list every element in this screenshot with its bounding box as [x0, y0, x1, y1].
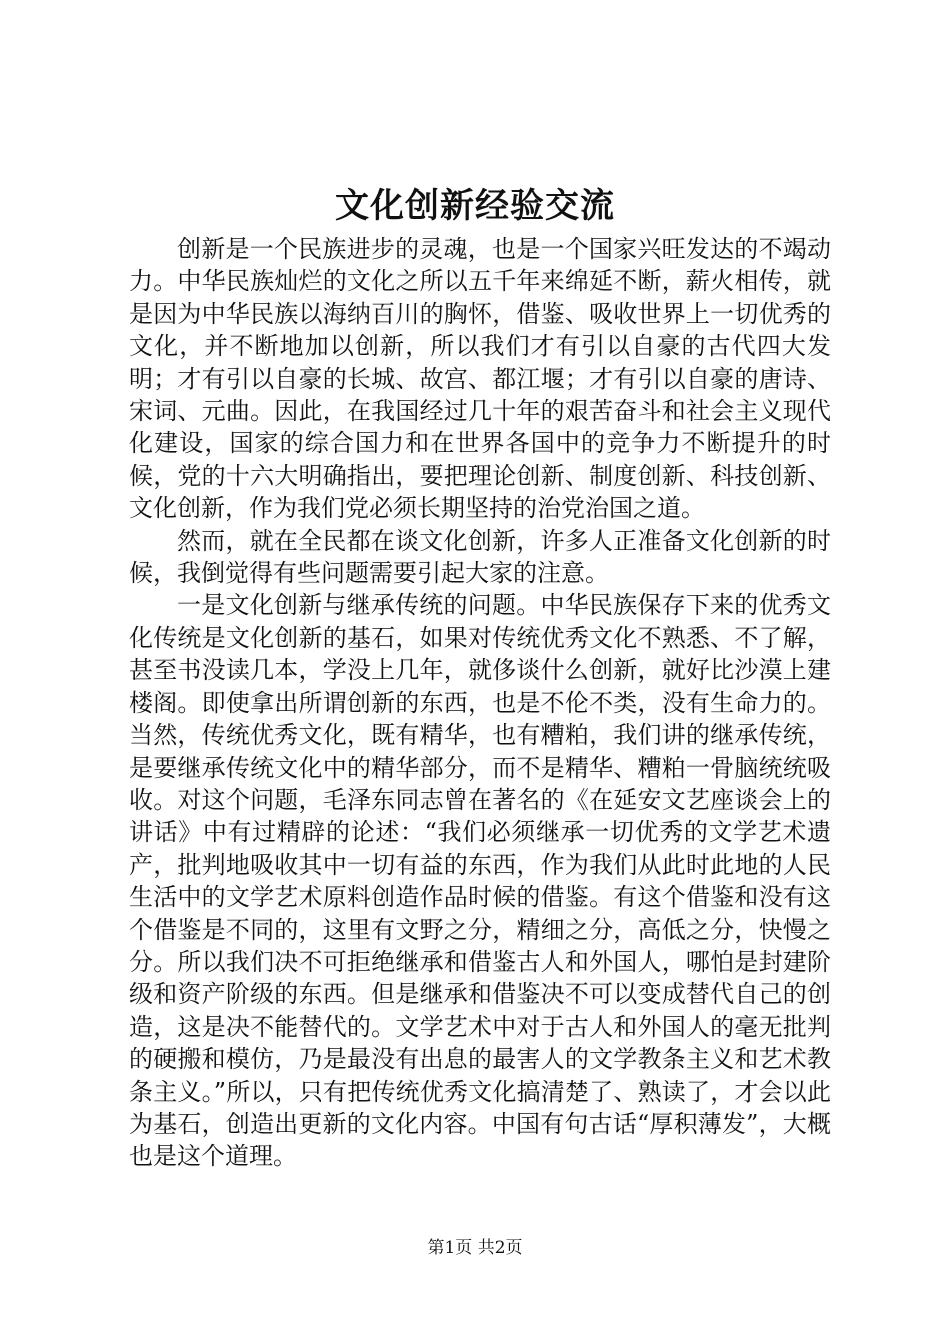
page-number-footer: 第1页 共2页	[427, 1238, 523, 1258]
document-title: 文化创新经验交流	[335, 186, 615, 226]
paragraph-2: 然而，就在全民都在谈文化创新，许多人正准备文化创新的时候，我倒觉得有些问题需要引起大家的注意。	[129, 526, 831, 588]
paragraph-3: 一是文化创新与继承传统的问题。中华民族保存下来的优秀文化传统是文化创新的基石，如果对传统优秀文化不熟悉、不了解，甚至书没读几本，学没上几年，就侈谈什么创新，就好比沙漠上建楼阁。即使拿出所谓创新的东西，也是不伦不类，没有生命力的。当然，传统优秀文化，既有精华，也有糟粕，我们讲的继承传统，是要继承传统文化中的精华部分，而不是精华、糟粕一骨脑统统吸收。对这个问题，毛泽东同志曾在著名的《在延安文艺座谈会上的讲话》中有过精辟的论述：“我们必须继承一切优秀的文学艺术遗产，批判地吸收其中一切有益的东西，作为我们从此时此地的人民生活中的文学艺术原料创造作品时候的借鉴。有这个借鉴和没有这个借鉴是不同的，这里有文野之分，精细之分，高低之分，快慢之分。所以我们决不可拒绝继承和借鉴古人和外国人，哪怕是封建阶级和资产阶级的东西。但是继承和借鉴决不可以变成替代自己的创造，这是决不能替代的。文学艺术中对于古人和外国人的毫无批判的硬搬和模仿，乃是最没有出息的最害人的文学教条主义和艺术教条主义。”所以，只有把传统优秀文化搞清楚了、熟读了，才会以此为基石，创造出更新的文化内容。中国有句古话“厚积薄发”，大概也是这个道理。	[129, 591, 831, 1171]
paragraph-1: 创新是一个民族进步的灵魂，也是一个国家兴旺发达的不竭动力。中华民族灿烂的文化之所以五千年来绵延不断，薪火相传，就是因为中华民族以海纳百川的胸怀，借鉴、吸收世界上一切优秀的文化，并不断地加以创新，所以我们才有引以自豪的古代四大发明；才有引以自豪的长城、故宫、都江堰；才有引以自豪的唐诗、宋词、元曲。因此，在我国经过几十年的艰苦奋斗和社会主义现代化建设，国家的综合国力和在世界各国中的竞争力不断提升的时候，党的十六大明确指出，要把理论创新、制度创新、科技创新、文化创新，作为我们党必须长期坚持的治党治国之道。	[129, 235, 831, 523]
document-body	[129, 233, 831, 1173]
